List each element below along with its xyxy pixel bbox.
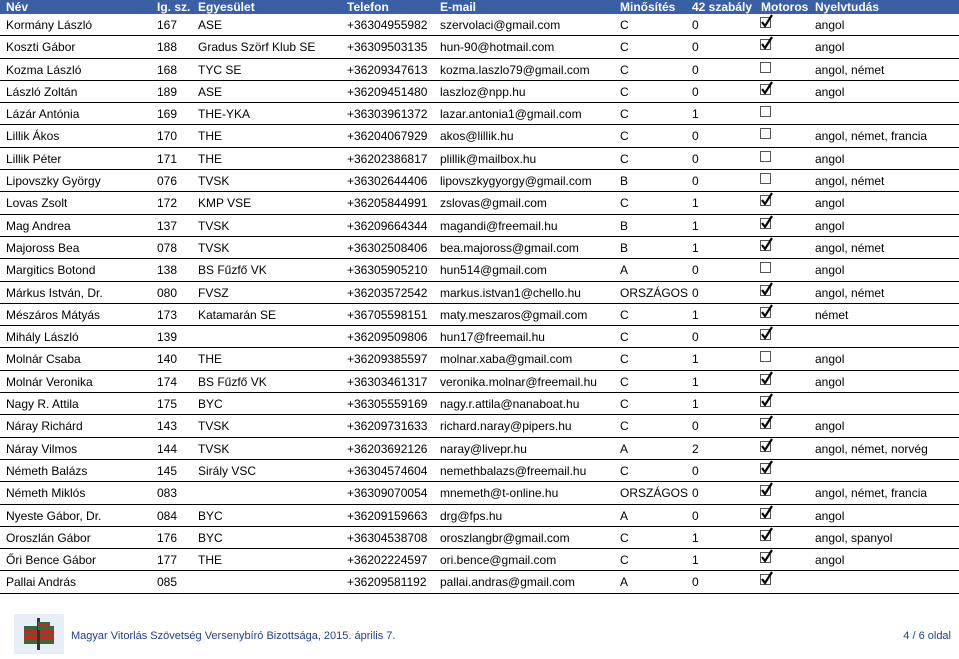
cell-language: angol xyxy=(815,508,845,523)
cell-phone: +36202386817 xyxy=(347,151,428,166)
header-igsz: Ig. sz. xyxy=(157,0,191,14)
cell-id: 173 xyxy=(157,307,178,322)
cell-language: angol xyxy=(815,40,845,55)
cell-phone: +36302508406 xyxy=(347,240,428,255)
cell-language: angol xyxy=(815,84,845,99)
cell-rule42: 0 xyxy=(692,508,699,523)
cell-email: hun514@gmail.com xyxy=(440,263,547,278)
cell-club: BS Fűzfő VK xyxy=(198,263,267,278)
cell-rule42: 1 xyxy=(692,107,699,122)
cell-name: Kozma László xyxy=(6,62,82,77)
checked-checkbox-icon xyxy=(760,485,771,496)
cell-language: angol xyxy=(815,263,845,278)
cell-email: drg@fps.hu xyxy=(440,508,503,523)
cell-phone: +36209731633 xyxy=(347,419,428,434)
cell-phone: +36209347613 xyxy=(347,62,428,77)
page-number: 4 / 6 oldal xyxy=(903,630,951,642)
cell-rating: C xyxy=(620,530,629,545)
table-row xyxy=(0,282,959,304)
cell-rating: C xyxy=(620,463,629,478)
header-email: E-mail xyxy=(440,0,477,14)
table-row xyxy=(0,460,959,482)
cell-rule42: 1 xyxy=(692,218,699,233)
cell-id: 083 xyxy=(157,486,178,501)
cell-rule42: 0 xyxy=(692,174,699,189)
cell-phone: +36209451480 xyxy=(347,84,428,99)
cell-club: Katamarán SE xyxy=(198,307,277,322)
checked-checkbox-icon xyxy=(760,17,771,28)
empty-checkbox-icon xyxy=(760,262,771,273)
cell-language: angol xyxy=(815,18,845,32)
cell-id: 176 xyxy=(157,530,178,545)
cell-phone: +36305905210 xyxy=(347,263,428,278)
cell-phone: +36209509806 xyxy=(347,330,428,345)
cell-club: TVSK xyxy=(198,218,230,233)
cell-phone: +36302644406 xyxy=(347,174,428,189)
cell-name: Nagy R. Attila xyxy=(6,397,79,412)
cell-club: THE-YKA xyxy=(198,107,251,122)
header-minosites: Minősítés xyxy=(620,0,676,14)
cell-email: kozma.laszlo79@gmail.com xyxy=(440,62,590,77)
cell-language: angol, német xyxy=(815,174,885,189)
cell-language: angol xyxy=(815,419,845,434)
cell-phone: +36304955982 xyxy=(347,18,428,32)
cell-rating: C xyxy=(620,397,629,412)
cell-phone: +36304574604 xyxy=(347,463,428,478)
header-egyesulet: Egyesület xyxy=(198,0,255,14)
cell-name: Nyeste Gábor, Dr. xyxy=(6,508,102,523)
cell-name: Lipovszky György xyxy=(6,174,101,189)
cell-email: markus.istvan1@chello.hu xyxy=(440,285,581,300)
table-row xyxy=(0,36,959,58)
checked-checkbox-icon xyxy=(760,441,771,452)
cell-email: lipovszkygyorgy@gmail.com xyxy=(440,174,592,189)
cell-email: plillik@mailbox.hu xyxy=(440,151,537,166)
cell-name: Lillik Ákos xyxy=(6,129,60,144)
cell-rule42: 0 xyxy=(692,285,699,300)
cell-name: Margitics Botond xyxy=(6,263,96,278)
cell-id: 080 xyxy=(157,285,178,300)
cell-email: naray@livepr.hu xyxy=(440,441,527,456)
cell-language: angol xyxy=(815,196,845,211)
cell-rule42: 0 xyxy=(692,151,699,166)
table-row xyxy=(0,215,959,237)
cell-name: Náray Richárd xyxy=(6,419,83,434)
cell-phone: +36203572542 xyxy=(347,285,428,300)
cell-email: akos@lillik.hu xyxy=(440,129,514,144)
cell-id: 143 xyxy=(157,419,178,434)
cell-name: László Zoltán xyxy=(6,84,78,99)
cell-rating: C xyxy=(620,40,629,55)
cell-rating: C xyxy=(620,62,629,77)
cell-name: Mészáros Mátyás xyxy=(6,307,101,322)
cell-name: Lovas Zsolt xyxy=(6,196,68,211)
header-motoros: Motoros xyxy=(761,0,809,14)
cell-email: ori.bence@gmail.com xyxy=(440,553,557,568)
cell-phone: +36705598151 xyxy=(347,307,428,322)
checked-checkbox-icon xyxy=(760,307,771,318)
cell-phone: +36209159663 xyxy=(347,508,428,523)
cell-rating: B xyxy=(620,240,629,255)
table-row xyxy=(0,393,959,415)
cell-id: 170 xyxy=(157,129,178,144)
cell-rating: A xyxy=(620,441,629,456)
cell-rule42: 0 xyxy=(692,575,699,590)
cell-name: Kormány László xyxy=(6,18,93,32)
cell-name: Mihály László xyxy=(6,330,79,345)
cell-phone: +36304538708 xyxy=(347,530,428,545)
table-row xyxy=(0,371,959,393)
cell-name: Mag Andrea xyxy=(6,218,71,233)
cell-language: angol, német, francia xyxy=(815,486,928,501)
empty-checkbox-icon xyxy=(760,128,771,139)
cell-phone: +36309503135 xyxy=(347,40,428,55)
cell-language: angol, német xyxy=(815,285,885,300)
cell-email: hun-90@hotmail.com xyxy=(440,40,555,55)
cell-rating: C xyxy=(620,374,629,389)
header-telefon: Telefon xyxy=(347,0,389,14)
cell-id: 174 xyxy=(157,374,178,389)
table-row xyxy=(0,170,959,192)
cell-id: 168 xyxy=(157,62,178,77)
checked-checkbox-icon xyxy=(760,240,771,251)
cell-id: 175 xyxy=(157,397,178,412)
cell-phone: +36303961372 xyxy=(347,107,428,122)
table-row xyxy=(0,259,959,281)
table-row xyxy=(0,59,959,81)
cell-id: 145 xyxy=(157,463,178,478)
cell-club: Sirály VSC xyxy=(198,463,257,478)
cell-phone: +36205844991 xyxy=(347,196,428,211)
cell-name: Pallai András xyxy=(6,575,77,590)
cell-phone: +36305559169 xyxy=(347,397,428,412)
cell-rating: ORSZÁGOS xyxy=(620,285,689,300)
cell-email: lazar.antonia1@gmail.com xyxy=(440,107,582,122)
cell-rule42: 2 xyxy=(692,441,699,456)
header-42-szabaly: 42 szabály xyxy=(692,0,753,14)
cell-id: 140 xyxy=(157,352,178,367)
cell-club: Gradus Szörf Klub SE xyxy=(198,40,316,55)
cell-name: Lillik Péter xyxy=(6,151,62,166)
cell-club: THE xyxy=(198,151,222,166)
cell-rule42: 0 xyxy=(692,84,699,99)
cell-id: 177 xyxy=(157,553,178,568)
cell-language: angol xyxy=(815,374,845,389)
cell-name: Majoross Bea xyxy=(6,240,80,255)
table-header xyxy=(0,0,959,14)
cell-id: 137 xyxy=(157,218,178,233)
page-footer xyxy=(0,610,959,658)
cell-club: BYC xyxy=(198,508,223,523)
cell-club: TVSK xyxy=(198,419,230,434)
empty-checkbox-icon xyxy=(760,351,771,362)
cell-phone: +36209385597 xyxy=(347,352,428,367)
cell-rating: C xyxy=(620,419,629,434)
checked-checkbox-icon xyxy=(760,374,771,385)
cell-email: nagy.r.attila@nanaboat.hu xyxy=(440,397,580,412)
cell-rule42: 1 xyxy=(692,397,699,412)
cell-club: THE xyxy=(198,553,222,568)
cell-rating: A xyxy=(620,263,629,278)
cell-id: 085 xyxy=(157,575,178,590)
checked-checkbox-icon xyxy=(760,418,771,429)
cell-id: 084 xyxy=(157,508,178,523)
cell-language: angol xyxy=(815,218,845,233)
cell-phone: +36203692126 xyxy=(347,441,428,456)
table-row xyxy=(0,482,959,504)
table-row xyxy=(0,438,959,460)
cell-language: angol xyxy=(815,352,845,367)
table-row xyxy=(0,81,959,103)
cell-club: ASE xyxy=(198,84,223,99)
cell-language: angol, német xyxy=(815,62,885,77)
cell-rating: A xyxy=(620,508,629,523)
cell-email: bea.majoross@gmail.com xyxy=(440,240,579,255)
checked-checkbox-icon xyxy=(760,285,771,296)
cell-rule42: 0 xyxy=(692,62,699,77)
cell-club: TVSK xyxy=(198,441,230,456)
cell-name: Molnár Csaba xyxy=(6,352,81,367)
cell-rating: C xyxy=(620,196,629,211)
table-row xyxy=(0,326,959,348)
cell-id: 172 xyxy=(157,196,178,211)
cell-club: TVSK xyxy=(198,240,230,255)
cell-email: nemethbalazs@freemail.hu xyxy=(440,463,587,478)
cell-rule42: 0 xyxy=(692,18,699,32)
cell-phone: +36303461317 xyxy=(347,374,428,389)
cell-phone: +36209664344 xyxy=(347,218,428,233)
cell-phone: +36204067929 xyxy=(347,129,428,144)
empty-checkbox-icon xyxy=(760,106,771,117)
cell-rule42: 1 xyxy=(692,553,699,568)
cell-rating: C xyxy=(620,307,629,322)
cell-email: zslovas@gmail.com xyxy=(440,196,547,211)
cell-rule42: 1 xyxy=(692,307,699,322)
cell-email: mnemeth@t-online.hu xyxy=(440,486,559,501)
cell-rule42: 0 xyxy=(692,129,699,144)
cell-email: laszloz@npp.hu xyxy=(440,84,526,99)
cell-rating: A xyxy=(620,575,629,590)
cell-rating: C xyxy=(620,129,629,144)
cell-name: Lázár Antónia xyxy=(6,107,80,122)
cell-language: angol, német, francia xyxy=(815,129,928,144)
cell-language: angol, német, norvég xyxy=(815,441,928,456)
checked-checkbox-icon xyxy=(760,552,771,563)
checked-checkbox-icon xyxy=(760,463,771,474)
cell-language: angol, spanyol xyxy=(815,530,893,545)
cell-email: pallai.andras@gmail.com xyxy=(440,575,575,590)
cell-email: richard.naray@pipers.hu xyxy=(440,419,572,434)
table-row xyxy=(0,103,959,125)
cell-name: Őri Bence Gábor xyxy=(6,553,97,568)
cell-club: THE xyxy=(198,352,222,367)
cell-club: BYC xyxy=(198,530,223,545)
cell-rule42: 1 xyxy=(692,374,699,389)
header-nev: Név xyxy=(6,0,29,14)
checked-checkbox-icon xyxy=(760,530,771,541)
cell-rule42: 0 xyxy=(692,263,699,278)
cell-club: BYC xyxy=(198,397,223,412)
footer-text: Magyar Vitorlás Szövetség Versenybíró Bizottsága, 2015. április 7. xyxy=(71,630,396,642)
cell-language: angol xyxy=(815,151,845,166)
cell-rule42: 1 xyxy=(692,240,699,255)
cell-name: Koszti Gábor xyxy=(6,40,76,55)
table-row xyxy=(0,527,959,549)
cell-rating: C xyxy=(620,151,629,166)
cell-rating: C xyxy=(620,18,629,32)
cell-name: Márkus István, Dr. xyxy=(6,285,103,300)
table-row xyxy=(0,415,959,437)
checked-checkbox-icon xyxy=(760,195,771,206)
table-row xyxy=(0,571,959,593)
cell-rule42: 0 xyxy=(692,463,699,478)
cell-email: oroszlangbr@gmail.com xyxy=(440,530,570,545)
cell-name: Németh Balázs xyxy=(6,463,88,478)
checked-checkbox-icon xyxy=(760,39,771,50)
cell-rating: C xyxy=(620,553,629,568)
cell-rule42: 1 xyxy=(692,196,699,211)
table-row xyxy=(0,505,959,527)
cell-name: Németh Miklós xyxy=(6,486,86,501)
cell-id: 139 xyxy=(157,330,178,345)
checked-checkbox-icon xyxy=(760,508,771,519)
cell-rating: C xyxy=(620,330,629,345)
table-row xyxy=(0,148,959,170)
table-row xyxy=(0,192,959,214)
checked-checkbox-icon xyxy=(760,84,771,95)
table-row xyxy=(0,14,959,36)
referee-table xyxy=(0,14,959,594)
table-row xyxy=(0,348,959,370)
cell-language: angol xyxy=(815,553,845,568)
cell-phone: +36209581192 xyxy=(347,575,427,590)
cell-rating: B xyxy=(620,174,629,189)
cell-language: német xyxy=(815,307,849,322)
empty-checkbox-icon xyxy=(760,151,771,162)
cell-email: hun17@freemail.hu xyxy=(440,330,545,345)
cell-rating: C xyxy=(620,352,629,367)
cell-rating: C xyxy=(620,107,629,122)
cell-rule42: 0 xyxy=(692,486,699,501)
checked-checkbox-icon xyxy=(760,329,771,340)
cell-rule42: 1 xyxy=(692,352,699,367)
cell-email: molnar.xaba@gmail.com xyxy=(440,352,573,367)
cell-club: ASE xyxy=(198,18,223,32)
cell-club: BS Fűzfő VK xyxy=(198,374,267,389)
cell-id: 171 xyxy=(157,151,178,166)
empty-checkbox-icon xyxy=(760,62,771,73)
cell-email: magandi@freemail.hu xyxy=(440,218,558,233)
checked-checkbox-icon xyxy=(760,218,771,229)
cell-id: 144 xyxy=(157,441,178,456)
cell-club: KMP VSE xyxy=(198,196,252,211)
cell-email: szervolaci@gmail.com xyxy=(440,18,561,32)
cell-club: TVSK xyxy=(198,174,230,189)
cell-id: 188 xyxy=(157,40,178,55)
table-row xyxy=(0,304,959,326)
cell-club: THE xyxy=(198,129,222,144)
cell-phone: +36309070054 xyxy=(347,486,428,501)
cell-name: Oroszlán Gábor xyxy=(6,530,91,545)
cell-id: 167 xyxy=(157,18,178,32)
sailing-federation-logo-icon xyxy=(14,614,64,654)
table-row xyxy=(0,549,959,571)
cell-id: 076 xyxy=(157,174,178,189)
checked-checkbox-icon xyxy=(760,396,771,407)
table-row xyxy=(0,125,959,147)
cell-language: angol, német xyxy=(815,240,885,255)
cell-club: TYC SE xyxy=(198,62,242,77)
cell-rating: C xyxy=(620,84,629,99)
header-nyelvtudas: Nyelvtudás xyxy=(815,0,880,14)
cell-id: 138 xyxy=(157,263,178,278)
checked-checkbox-icon xyxy=(760,574,771,585)
cell-rule42: 0 xyxy=(692,419,699,434)
cell-id: 189 xyxy=(157,84,178,99)
empty-checkbox-icon xyxy=(760,173,771,184)
cell-name: Náray Vilmos xyxy=(6,441,78,456)
cell-id: 169 xyxy=(157,107,178,122)
cell-rating: B xyxy=(620,218,629,233)
cell-rule42: 1 xyxy=(692,530,699,545)
cell-rule42: 0 xyxy=(692,40,699,55)
cell-email: veronika.molnar@freemail.hu xyxy=(440,374,597,389)
cell-email: maty.meszaros@gmail.com xyxy=(440,307,588,322)
cell-rule42: 0 xyxy=(692,330,699,345)
cell-club: FVSZ xyxy=(198,285,229,300)
cell-id: 078 xyxy=(157,240,178,255)
cell-rating: ORSZÁGOS xyxy=(620,486,689,501)
cell-name: Molnár Veronika xyxy=(6,374,93,389)
cell-phone: +36202224597 xyxy=(347,553,428,568)
table-row xyxy=(0,237,959,259)
